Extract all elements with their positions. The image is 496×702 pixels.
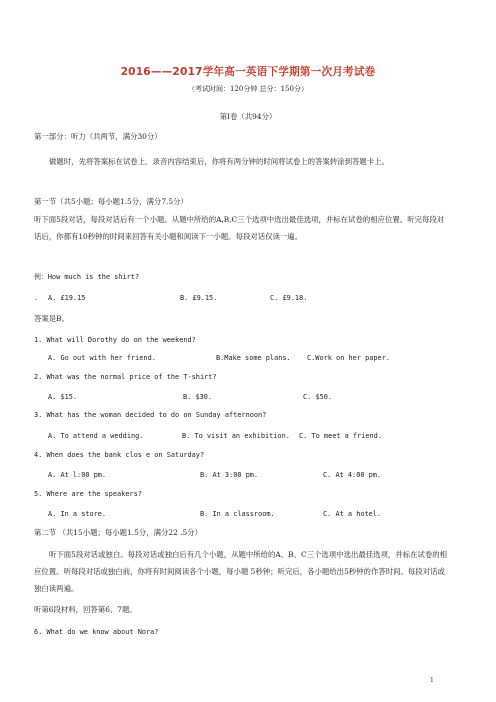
example-option-a: A. £19.15 (48, 294, 86, 302)
question-3-stem: 3. What has the woman decided to do on Sunday afternoon? (34, 411, 267, 419)
question-4-option-a: A. At l:00 pm. (48, 471, 107, 479)
question-5-option-c: C. At a hotel. (323, 510, 382, 518)
question-4-option-c: C. At 4:00 pm. (323, 471, 382, 479)
section2-instructions: 听下面5段对话或独白。每段对话或独白后有几个小题，从题中所给的A、B、C三个选项中选出最佳选项，并标在试卷的相应位置。听每段对话或独白前，你将有时间阅读各个小题，每小题 5秒钟；听完后，各小题给出5秒钟的作答时间。每段对话或独白读两遍。 (34, 550, 448, 593)
question-3-option-b: B. To visit an exhibition. (182, 432, 290, 440)
question-2-option-b: B. $30. (183, 393, 213, 401)
example-option-c: C. £9.18. (270, 294, 308, 302)
example-answer: 答案是B。 (34, 314, 69, 323)
question-4-option-b: B. At 3:00 pm. (200, 471, 259, 479)
question-2-option-a: A. $15. (48, 393, 78, 401)
question-1-option-b: B.Make some plans. (216, 354, 291, 362)
question-6-stem: 6. What do we know about Nora? (34, 628, 159, 636)
question-2-option-c: C. $50. (303, 393, 333, 401)
example-marker: . (34, 294, 39, 302)
question-5-option-b: B. In a classroom. (200, 510, 275, 518)
question-3-option-a: A. To attend a wedding. (48, 432, 144, 440)
question-3-option-c: C. To meet a friend. (299, 432, 382, 440)
part1-heading: 第一部分：听力（共两节，满分30分） (34, 132, 162, 141)
section2-heading: 第二节 （共15小题；每小题1.5分，满分22 .5分） (34, 528, 202, 537)
question-4-stem: 4. When does the bank clos e on Saturday? (34, 451, 205, 459)
question-1-option-c: C.Work on her paper. (307, 354, 390, 362)
part1-instructions: 做题时，先将答案标在试卷上．录音内容结束后，你将有两分钟的时间将试卷上的答案转涂到答题卡上。 (49, 157, 389, 166)
question-1-stem: 1. What will Dorothy do on the weekend? (34, 336, 196, 344)
section1-instructions: 听下面5段对话，每段对话后有一个小题。从题中所给的A,B,C三个选项中选出最佳选项，并标在试卷的相应位置。听完每段对话后，你都有10秒钟的时间来回答有关小题和阅读下一小题。每段对话仅读一遍。 (34, 215, 445, 241)
question-2-stem: 2. What was the normal price of the T-shirt? (34, 373, 217, 381)
question-5-option-a: A. In a store. (48, 510, 107, 518)
question-5-stem: 5. Where are the speakers? (34, 490, 142, 498)
example-option-b: B. £9.15. (180, 294, 218, 302)
example-question: 例：How much is the shirt? (34, 273, 140, 281)
page-number: 1 (430, 677, 434, 684)
material-6-label: 听第6段材料，回答第6、7题。 (34, 605, 137, 614)
volume-heading: 第Ⅰ卷（共94分） (219, 112, 277, 121)
question-1-option-a: A. Go out with her friend. (48, 354, 156, 362)
exam-title: 2016——2017学年高一英语下学期第一次月考试卷 (120, 66, 376, 78)
section1-heading: 第一节（共5小题；每小题1.5分，满分7.5分） (34, 197, 188, 206)
exam-info: （考试时间：120分钟 总分：150分） (188, 85, 308, 93)
